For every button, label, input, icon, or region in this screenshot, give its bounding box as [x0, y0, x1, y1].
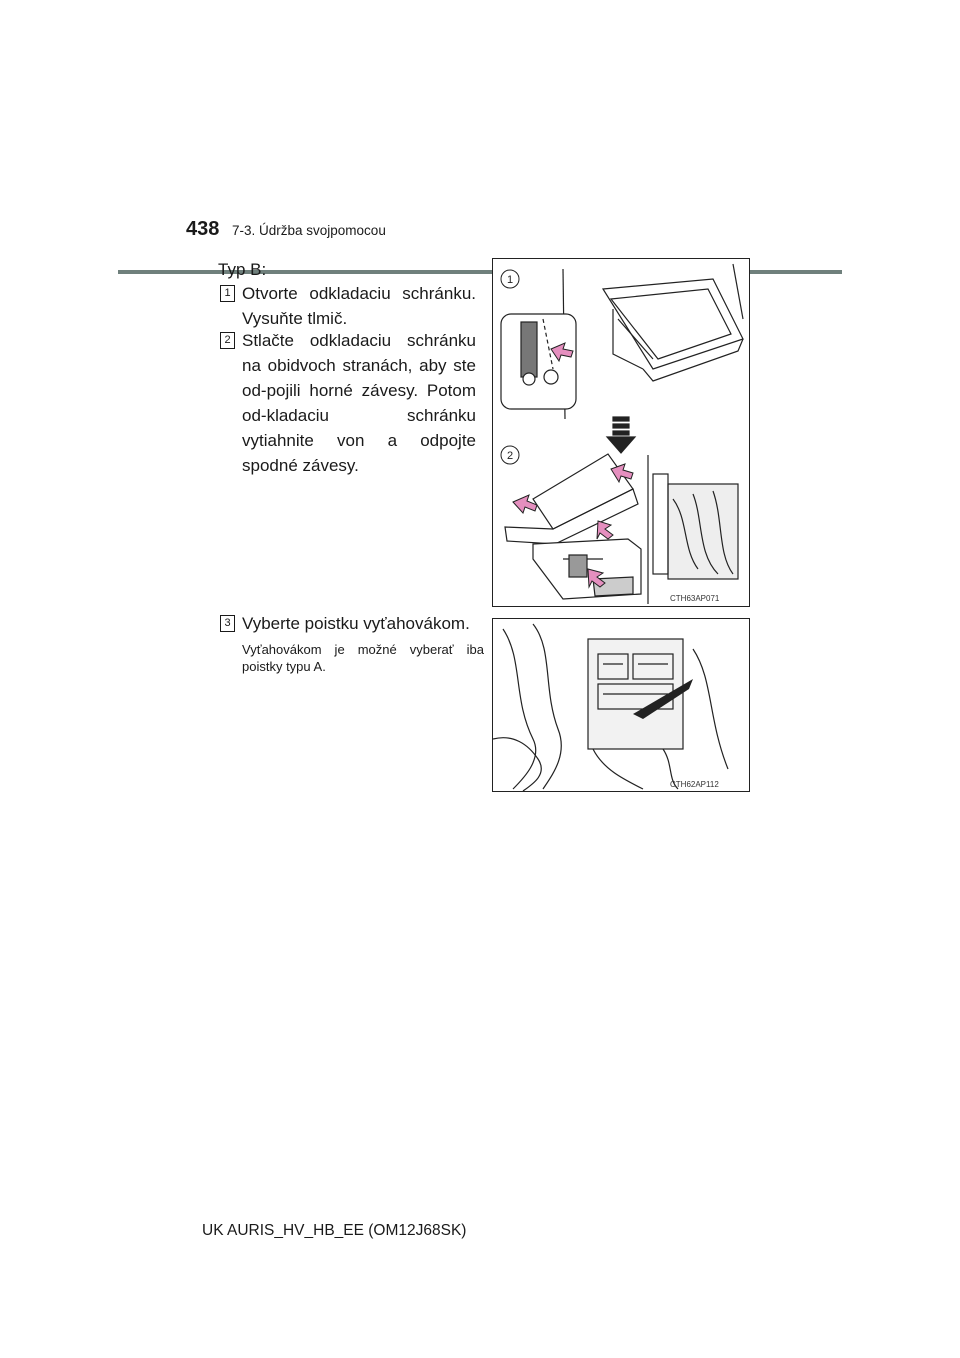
glovebox-illustration: [492, 258, 750, 607]
section-title: 7-3. Údržba svojpomocou: [232, 223, 386, 238]
step-1-text: Otvorte odkladaciu schránku. Vysuňte tlmič.: [242, 284, 476, 328]
fusebox-drawing: [493, 619, 749, 791]
fusebox-illustration: [492, 618, 750, 792]
step-3-text: Vyberte poistku vyťahovákom.: [242, 614, 470, 633]
callout-2: 2: [506, 450, 514, 462]
page-number: 438: [186, 218, 220, 240]
glovebox-drawing: [493, 259, 749, 606]
callout-1: 1: [506, 274, 514, 286]
figure-1-code: CTH63AP071: [670, 594, 720, 603]
step-2-text: Stlačte odkladaciu schránku na obidvoch stranách, aby ste od-pojili horné závesy. Potom od-kladaciu schránku vytiahnite von a odpojte spodné závesy.: [242, 331, 476, 475]
footer-document-id: UK AURIS_HV_HB_EE (OM12J68SK): [202, 1222, 467, 1239]
type-label: Typ B:: [218, 260, 267, 279]
step-3-number: 3: [220, 615, 235, 632]
figure-2-code: CTH62AP112: [670, 780, 719, 789]
step-1-number: 1: [220, 285, 235, 302]
step-2-number: 2: [220, 332, 235, 349]
step-3-note: Vyťahovákom je možné vyberať iba poistky typu A.: [242, 642, 484, 674]
